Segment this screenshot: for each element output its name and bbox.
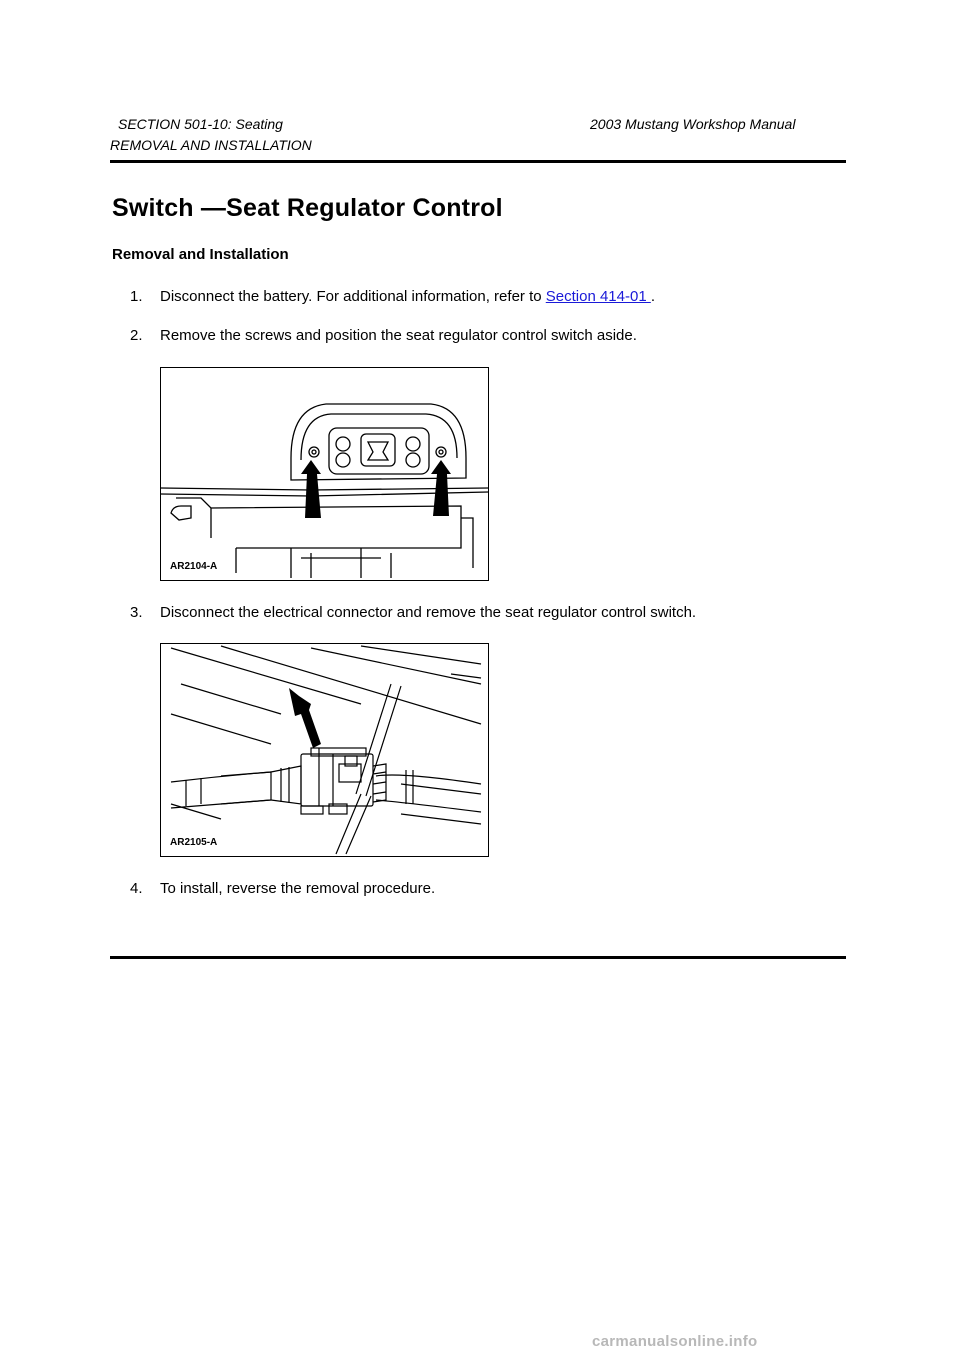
step-text: Disconnect the battery. For additional information, refer to: [160, 288, 546, 305]
arrow-icon: [301, 460, 321, 518]
header-manual-title: 2003 Mustang Workshop Manual: [590, 116, 796, 132]
header-divider: [110, 160, 846, 163]
figure-label: AR2105-A: [170, 837, 218, 848]
step-text: Remove the screws and position the seat regulator control switch aside.: [160, 327, 637, 344]
footer-divider: [110, 956, 846, 959]
step-text: Disconnect the electrical connector and remove the seat regulator control switch.: [160, 604, 697, 621]
procedure-heading: Removal and Installation: [112, 246, 289, 263]
figure-switch-screws: [160, 367, 489, 581]
step-number: 3.: [130, 604, 143, 621]
header-subtitle: REMOVAL AND INSTALLATION: [110, 137, 312, 153]
step-2: [130, 327, 637, 344]
page-title: Switch —Seat Regulator Control: [112, 194, 503, 222]
watermark: carmanualsonline.info: [592, 1333, 758, 1350]
figure-electrical-connector: [160, 643, 489, 857]
step-number: 2.: [130, 327, 143, 344]
step-4: [130, 880, 435, 897]
switch-screws-illustration: [161, 368, 488, 580]
step-text-end: .: [650, 288, 655, 305]
arrow-icon: [289, 688, 321, 748]
section-link[interactable]: Section 414-01: [545, 288, 651, 305]
step-number: 1.: [130, 288, 143, 305]
step-text: To install, reverse the removal procedure.: [160, 880, 436, 897]
header-section: SECTION 501-10: Seating: [118, 116, 283, 132]
step-3: [130, 604, 696, 621]
connector-illustration: [161, 644, 488, 856]
figure-label: AR2104-A: [170, 561, 218, 572]
step-1: [130, 288, 655, 305]
step-number: 4.: [130, 880, 143, 897]
